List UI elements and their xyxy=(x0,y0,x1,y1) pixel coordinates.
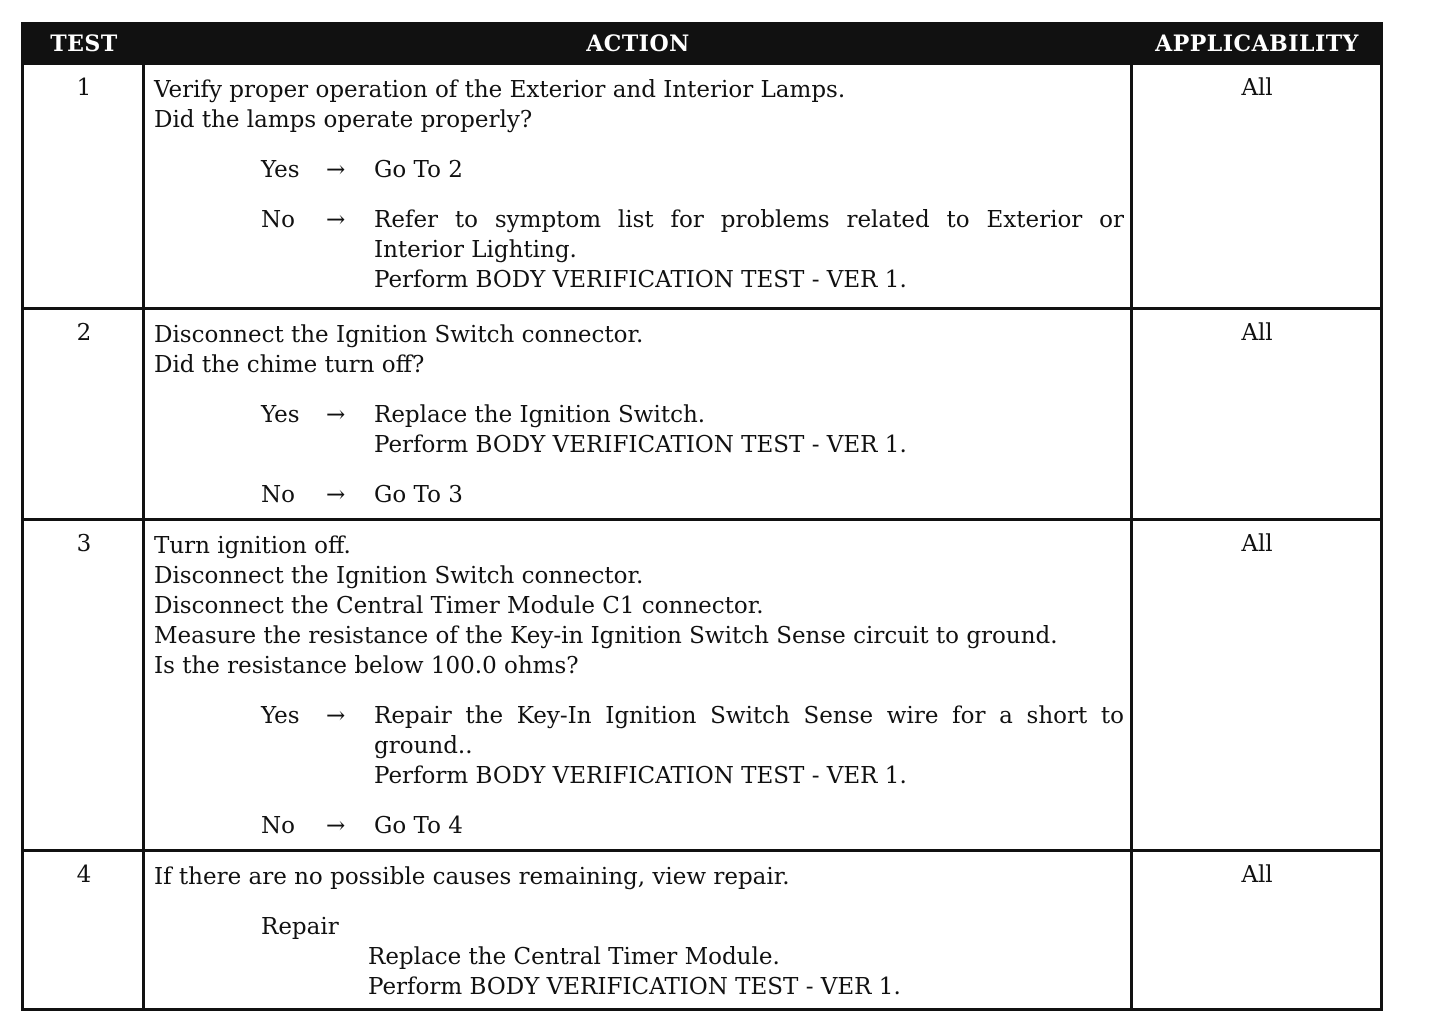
yes-label: Yes xyxy=(261,703,300,729)
header-test: TEST xyxy=(50,31,118,57)
answer-text: Replace the Ignition Switch. xyxy=(374,402,706,428)
applicability-value: All xyxy=(1241,320,1273,346)
applicability-value: All xyxy=(1241,862,1273,888)
yes-label: Yes xyxy=(261,157,300,183)
no-answer xyxy=(154,811,1124,841)
repair-text: Replace the Central Timer Module. xyxy=(368,944,780,970)
no-answer xyxy=(154,480,1124,510)
answer-text: Perform BODY VERIFICATION TEST - VER 1. xyxy=(374,763,907,789)
test-number: 4 xyxy=(76,862,92,888)
arrow-icon: → xyxy=(326,482,346,508)
yes-label: Yes xyxy=(261,402,300,428)
arrow-icon: → xyxy=(326,157,346,183)
action-line: If there are no possible causes remaining, view repair. xyxy=(154,864,790,890)
action-line: Measure the resistance of the Key-in Ignition Switch Sense circuit to ground. xyxy=(154,623,1058,649)
table-row xyxy=(24,518,1380,849)
table-header xyxy=(24,25,1380,65)
answer-text: Perform BODY VERIFICATION TEST - VER 1. xyxy=(374,432,907,458)
no-answer xyxy=(154,205,1124,295)
action-line: Disconnect the Central Timer Module C1 connector. xyxy=(154,593,764,619)
table-row xyxy=(24,849,1380,1008)
action-cell xyxy=(154,862,1124,1002)
yes-answer xyxy=(154,701,1124,791)
no-label: No xyxy=(261,207,295,233)
arrow-icon: → xyxy=(326,703,346,729)
diagnostic-table xyxy=(21,22,1383,1011)
action-line: Disconnect the Ignition Switch connector. xyxy=(154,322,644,348)
answer-text: Repair the Key-In Ignition Switch Sense wire for a short to ground.. xyxy=(374,703,1124,759)
yes-answer xyxy=(154,400,1124,460)
answer-text: Refer to symptom list for problems related to Exterior or Interior Lighting. xyxy=(374,207,1124,263)
answer-text: Perform BODY VERIFICATION TEST - VER 1. xyxy=(374,267,907,293)
action-cell xyxy=(154,320,1124,510)
action-line: Is the resistance below 100.0 ohms? xyxy=(154,653,579,679)
action-line: Verify proper operation of the Exterior and Interior Lamps. xyxy=(154,77,846,103)
answer-text: Go To 2 xyxy=(374,157,463,183)
action-cell xyxy=(154,531,1124,841)
arrow-icon: → xyxy=(326,813,346,839)
answer-text: Go To 4 xyxy=(374,813,463,839)
test-number: 1 xyxy=(76,75,92,101)
test-number: 2 xyxy=(76,320,92,346)
repair-label: Repair xyxy=(261,914,339,940)
answer-text: Go To 3 xyxy=(374,482,463,508)
arrow-icon: → xyxy=(326,207,346,233)
header-applicability: APPLICABILITY xyxy=(1155,31,1359,57)
table-row xyxy=(24,307,1380,518)
no-label: No xyxy=(261,813,295,839)
repair-text: Perform BODY VERIFICATION TEST - VER 1. xyxy=(368,974,901,1000)
yes-answer xyxy=(154,155,1124,185)
action-line: Did the chime turn off? xyxy=(154,352,425,378)
action-line: Disconnect the Ignition Switch connector. xyxy=(154,563,644,589)
test-number: 3 xyxy=(76,531,92,557)
table-row xyxy=(24,65,1380,307)
header-action: ACTION xyxy=(586,31,690,57)
no-label: No xyxy=(261,482,295,508)
applicability-value: All xyxy=(1241,75,1273,101)
arrow-icon: → xyxy=(326,402,346,428)
action-line: Turn ignition off. xyxy=(154,533,351,559)
action-cell xyxy=(154,75,1124,295)
applicability-value: All xyxy=(1241,531,1273,557)
action-line: Did the lamps operate properly? xyxy=(154,107,533,133)
